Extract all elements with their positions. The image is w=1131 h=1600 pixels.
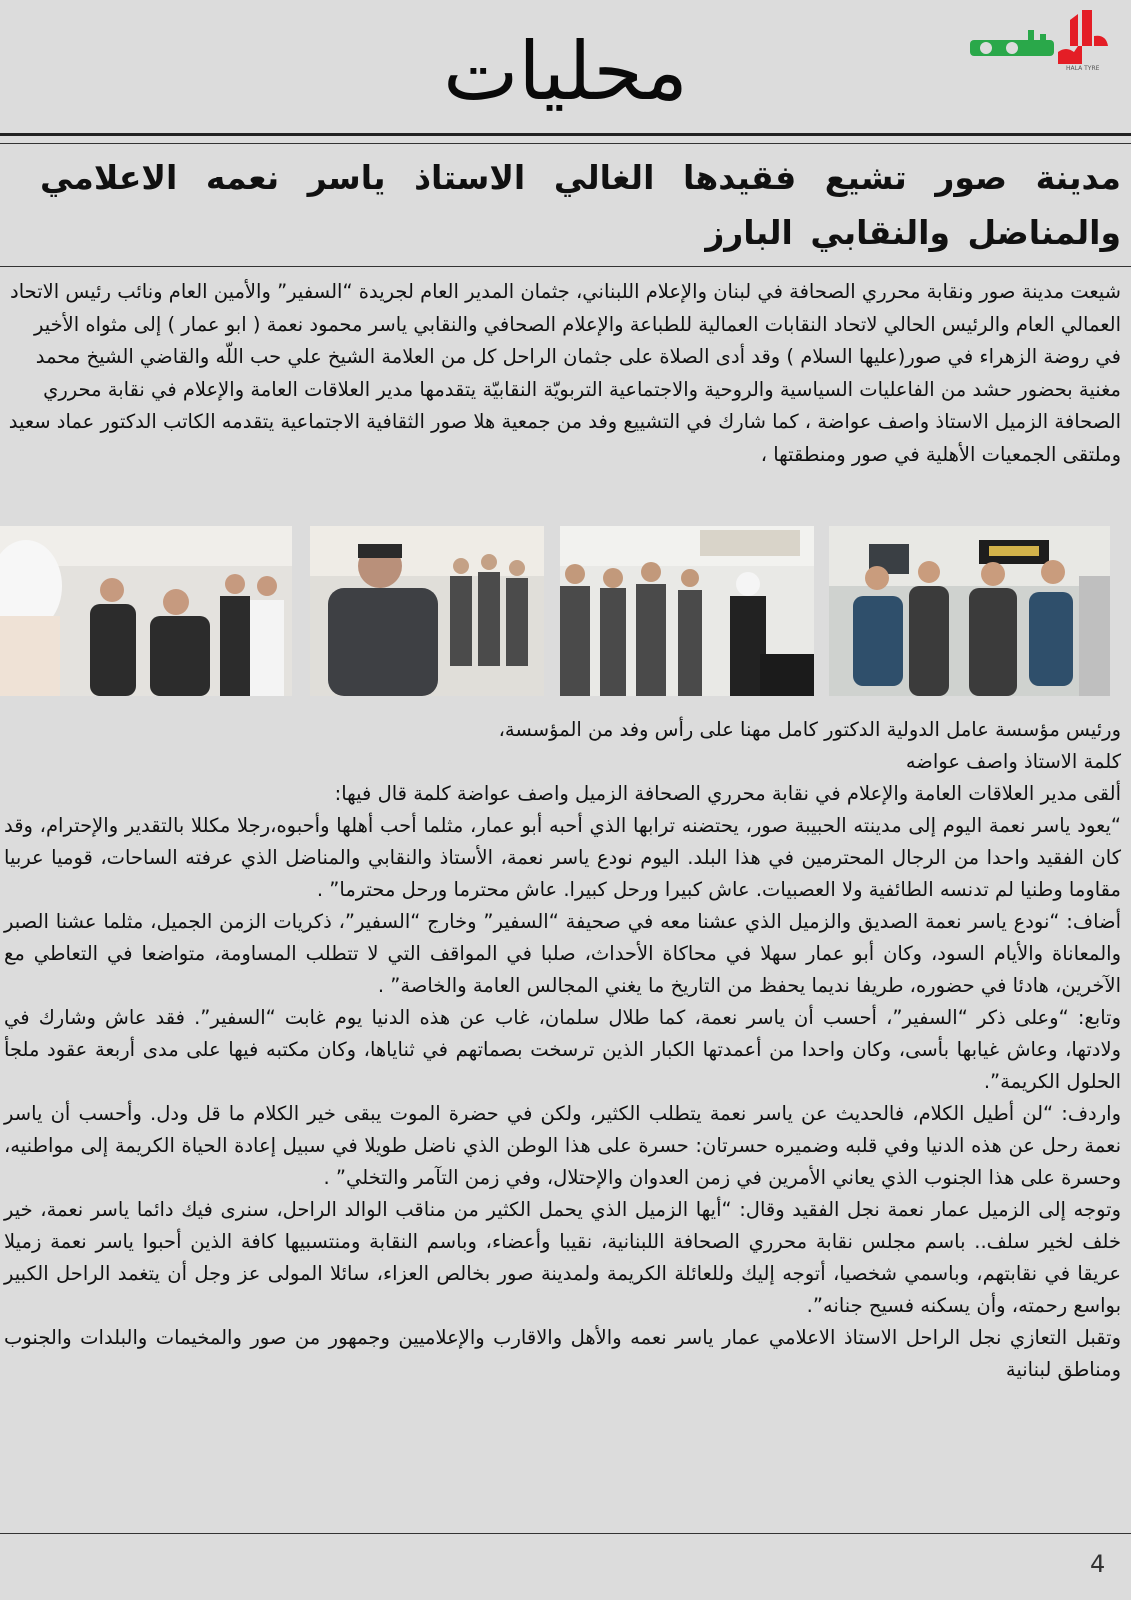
- headline-rule: [0, 266, 1131, 267]
- header-rule-bottom: [0, 143, 1131, 144]
- subheading: كلمة الاستاذ واصف عواضه: [905, 750, 1121, 773]
- closing-paragraph: وتقبل التعازي نجل الراحل الاستاذ الاعلامي عمار ياسر نعمه والأهل والاقارب والإعلاميين وجمهور من صور والمخيمات والبلدات والجنوب ومناطق لبنانية: [4, 1326, 1121, 1381]
- photo-speaker: [310, 526, 544, 696]
- photo-funeral-procession: [560, 526, 814, 696]
- quote-paragraph: “يعود ياسر نعمة اليوم إلى مدينته الحبيبة صور، يحتضنه ترابها الذي أحبه أبو عمار، مثلما أحب أهلها وأحبوه،رجلا مكللا بالتقدير والإحترام، وقد كان الفقيد واحدا من الرجال المحترمين في هذا البلد. اليوم نودع ياسر نعمة، الأستاذ والنقابي والمناضل الذي عرفته الساحات، قوميا عربيا مقاوما وطنيا لم تدنسه الطائفية ولا العصبيات. عاش كبيرا ورحل كبيرا. عاش محترما ورحل محترما” .: [4, 814, 1121, 901]
- quote-paragraph: واردف: “لن أطيل الكلام، فالحديث عن ياسر نعمة يتطلب الكثير، ولكن في حضرة الموت يبقى خير الكلام ما قل ودل. وأحسب أن ياسر نعمة رحل عن هذه الدنيا وفي قلبه وضميره حسرتان: حسرة على هذا الوطن الذي ناضل طويلا في سبيل إعادة الحياة الكريمة إلى مواطنيه، وحسرة على هذا الجنوب الذي يعاني الأمرين في زمن العدوان والإحتلال، وفي زمن التآمر والتخلي” .: [4, 1102, 1121, 1189]
- section-title: محليات: [443, 25, 688, 118]
- quote-paragraph: وتابع: “وعلى ذكر “السفير”، أحسب أن ياسر نعمة، كما طلال سلمان، غاب عن هذه الدنيا يوم غابت “السفير”. فقد عاش وشارك في ولادتها، وعاش غيابها بأسى، وكان واحدا من أعمدتها الكبار الذين ترسخت بصماتهم في ثناياها، وكان مكتبه فيها على مدى أربعة عقود ملجأ الحلول الكريمة”.: [4, 1006, 1121, 1093]
- article-body: [4, 714, 1121, 1386]
- article-headline: مدينة صور تشيع فقيدها الغالي الاستاذ ياسر نعمه الاعلامي والمناضل والنقابي البارز: [40, 158, 1121, 252]
- logo-subtext: HALA TYRE: [1066, 65, 1100, 72]
- body-paragraph: ورئيس مؤسسة عامل الدولية الدكتور كامل مهنا على رأس وفد من المؤسسة،: [498, 718, 1121, 741]
- photo-pallbearers: [829, 526, 1110, 696]
- body-paragraph: ألقى مدير العلاقات العامة والإعلام في نقابة محرري الصحافة الزميل واصف عواضة كلمة قال فيها:: [334, 782, 1121, 805]
- quote-paragraph: وتوجه إلى الزميل عمار نعمة نجل الفقيد وقال: “أيها الزميل الذي يحمل الكثير من مناقب الوالد الراحل، سنرى فيك دائما ياسر نعمة، خير خلف لخير سلف.. باسم مجلس نقابة محرري الصحافة اللبنانية، نقيبا وأعضاء، وباسم النقابة ومنتسبيها كافة الذين أحبوا ياسر نعمة زميلا عريقا في نقابتهم، وباسمي شخصيا، أتوجه إليك وللعائلة الكريمة ولمدينة صور بخالص العزاء، سائلا المولى عز وجل أن يتغمد الراحل الكبير بواسع رحمته، وأن يسكنه فسيح جنانه”.: [4, 1198, 1121, 1317]
- quote-paragraph: أضاف: “نودع ياسر نعمة الصديق والزميل الذي عشنا معه في صحيفة “السفير” وخارج “السفير”، ذكريات الزمن الجميل، مثلما عشنا الصبر والمعاناة والأيام السود، وكان أبو عمار سهلا في محاكاة الأحداث، صلبا في المواقف التي لا تتطلب المساومة، متواضعا في التعاطي مع الآخرين، هادئا في حضوره، طريفا نديما يحفظ من التاريخ ما يغني المجالس العامة والخاصة” .: [4, 910, 1121, 997]
- footer-rule: [0, 1533, 1131, 1534]
- header-rule-top: [0, 133, 1131, 136]
- photo-strip: [0, 526, 1131, 696]
- page-number: 4: [1090, 1550, 1106, 1578]
- article-intro: شيعت مدينة صور ونقابة محرري الصحافة في لبنان والإعلام اللبناني، جثمان المدير العام لجريدة “السفير” والأمين العام ونائب رئيس الاتحاد العمالي العام والرئيس الحالي لاتحاد النقابات العمالية للطباعة والإعلام الصحافي والنقابي ياسر محمود نعمة ( ابو عمار ) إلى مثواه الأخير في روضة الزهراء في صور(عليها السلام ) وقد أدى الصلاة على جثمان الراحل كل من العلامة الشيخ علي حب اللّه والقاضي الشيخ محمد مغنية بحضور حشد من الفاعليات السياسية والروحية والاجتماعية التربويّة النقابيّة يتقدمها مدير العلاقات العامة والإعلام في نقابة محرري الصحافة الزميل الاستاذ واصف عواضة ، كما شارك في التشييع وفد من جمعية هلا صور الثقافية الاجتماعية يتقدمه الكاتب الدكتور عماد سعيد وملتقى الجمعيات الأهلية في صور ومنطقتها ،: [8, 280, 1121, 466]
- photo-condolences: [0, 526, 292, 696]
